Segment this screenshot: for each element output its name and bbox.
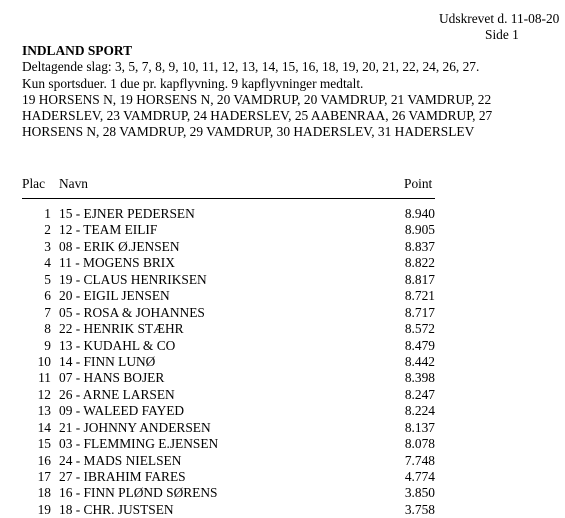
name-cell: 11 - MOGENS BRIX — [59, 255, 175, 271]
points-cell: 8.721 — [404, 288, 435, 304]
name-cell: 15 - EJNER PEDERSEN — [59, 206, 195, 221]
table-row — [0, 305, 565, 321]
points-cell: 8.837 — [404, 238, 435, 254]
rank-cell: 14 — [37, 419, 51, 435]
table-row — [0, 206, 565, 222]
selection-criteria: Kun sportsduer. 1 due pr. kapflyvning. 9 kapflyvninger medtalt. — [22, 75, 364, 91]
name-cell: 18 - CHR. JUSTSEN — [59, 501, 174, 517]
name-cell: 20 - EIGIL JENSEN — [59, 288, 170, 304]
table-row — [0, 403, 565, 419]
name-cell: 09 - WALEED FAYED — [59, 403, 185, 419]
name-cell: 14 - FINN LUNØ — [59, 353, 156, 369]
table-row — [0, 469, 565, 485]
table-row — [0, 272, 565, 288]
name-cell: 27 - IBRAHIM FARES — [59, 469, 186, 484]
rank-cell: 3 — [44, 238, 51, 254]
table-row — [0, 321, 565, 337]
name-cell: 19 - CLAUS HENRIKSEN — [59, 271, 207, 287]
rank-cell: 8 — [44, 321, 51, 337]
points-cell: 8.717 — [404, 304, 435, 320]
points-cell: 8.247 — [404, 386, 435, 402]
header-divider — [22, 198, 435, 199]
points-cell: 8.572 — [404, 321, 435, 337]
name-cell: 03 - FLEMMING E.JENSEN — [59, 436, 219, 452]
rank-cell: 1 — [44, 206, 51, 221]
rank-cell: 5 — [44, 271, 51, 287]
points-cell: 7.748 — [404, 452, 435, 468]
name-cell: 24 - MADS NIELSEN — [59, 452, 182, 468]
rank-cell: 18 — [37, 485, 51, 501]
table-row — [0, 436, 565, 452]
table-row — [0, 485, 565, 501]
table-row — [0, 239, 565, 255]
rank-cell: 2 — [44, 222, 51, 238]
points-cell: 8.479 — [404, 337, 435, 353]
page-number: Side 1 — [485, 27, 519, 42]
table-row — [0, 222, 565, 238]
rank-cell: 4 — [44, 255, 51, 271]
table-row — [0, 288, 565, 304]
table-row — [0, 453, 565, 469]
points-cell: 4.774 — [404, 469, 435, 484]
table-row — [0, 338, 565, 354]
points-cell: 8.940 — [404, 206, 435, 221]
table-row — [0, 354, 565, 370]
name-cell: 13 - KUDAHL & CO — [59, 337, 176, 353]
points-cell: 8.817 — [404, 271, 435, 287]
flight-list: 19 HORSENS N, 19 HORSENS N, 20 VAMDRUP, 20 VAMDRUP, 21 VAMDRUP, 22 HADERSLEV, 23 VAMDRUP, 24 HADERSLEV, 25 AABENRAA, 26 VAMDRUP, 27 HORSENS N, 28 VAMDRUP, 29 VAMDRUP, 30 HADERSLEV, 31 HADERSLEV — [22, 91, 493, 140]
points-cell: 8.137 — [404, 419, 435, 435]
points-cell: 8.822 — [404, 255, 435, 271]
rank-cell: 10 — [37, 353, 51, 369]
club-title: INDLAND SPORT — [22, 43, 133, 58]
name-cell: 12 - TEAM EILIF — [59, 222, 158, 238]
rank-cell: 7 — [44, 304, 51, 320]
name-cell: 08 - ERIK Ø.JENSEN — [59, 238, 180, 254]
rank-cell: 15 — [37, 436, 51, 452]
name-cell: 26 - ARNE LARSEN — [59, 386, 175, 402]
results-table — [0, 206, 565, 518]
table-row — [0, 420, 565, 436]
name-cell: 07 - HANS BOJER — [59, 370, 165, 386]
rank-cell: 16 — [37, 452, 51, 468]
points-cell: 8.398 — [404, 370, 435, 386]
points-cell: 3.850 — [404, 485, 435, 501]
table-row — [0, 255, 565, 271]
rank-cell: 9 — [44, 337, 51, 353]
points-cell: 8.078 — [404, 436, 435, 452]
table-row — [0, 370, 565, 386]
rank-cell: 11 — [38, 370, 51, 386]
points-cell: 3.758 — [404, 501, 435, 517]
column-header-navn: Navn — [59, 176, 89, 191]
rank-cell: 17 — [37, 469, 51, 484]
name-cell: 05 - ROSA & JOHANNES — [59, 304, 205, 320]
participating-races: Deltagende slag: 3, 5, 7, 8, 9, 10, 11, 12, 13, 14, 15, 16, 18, 19, 20, 21, 22, 24, 26, 27. — [22, 59, 480, 75]
rank-cell: 13 — [37, 403, 51, 419]
table-row — [0, 387, 565, 403]
name-cell: 16 - FINN PLØND SØRENS — [59, 485, 218, 501]
points-cell: 8.224 — [404, 403, 435, 419]
name-cell: 22 - HENRIK STÆHR — [59, 321, 184, 337]
print-date: Udskrevet d. 11-08-20 — [439, 11, 560, 26]
rank-cell: 19 — [37, 501, 51, 517]
rank-cell: 6 — [44, 288, 51, 304]
column-header-plac: Plac — [22, 176, 46, 191]
column-header-point: Point — [404, 176, 433, 191]
points-cell: 8.905 — [404, 222, 435, 238]
points-cell: 8.442 — [404, 353, 435, 369]
rank-cell: 12 — [37, 386, 51, 402]
report-header — [22, 43, 542, 141]
name-cell: 21 - JOHNNY ANDERSEN — [59, 419, 211, 435]
